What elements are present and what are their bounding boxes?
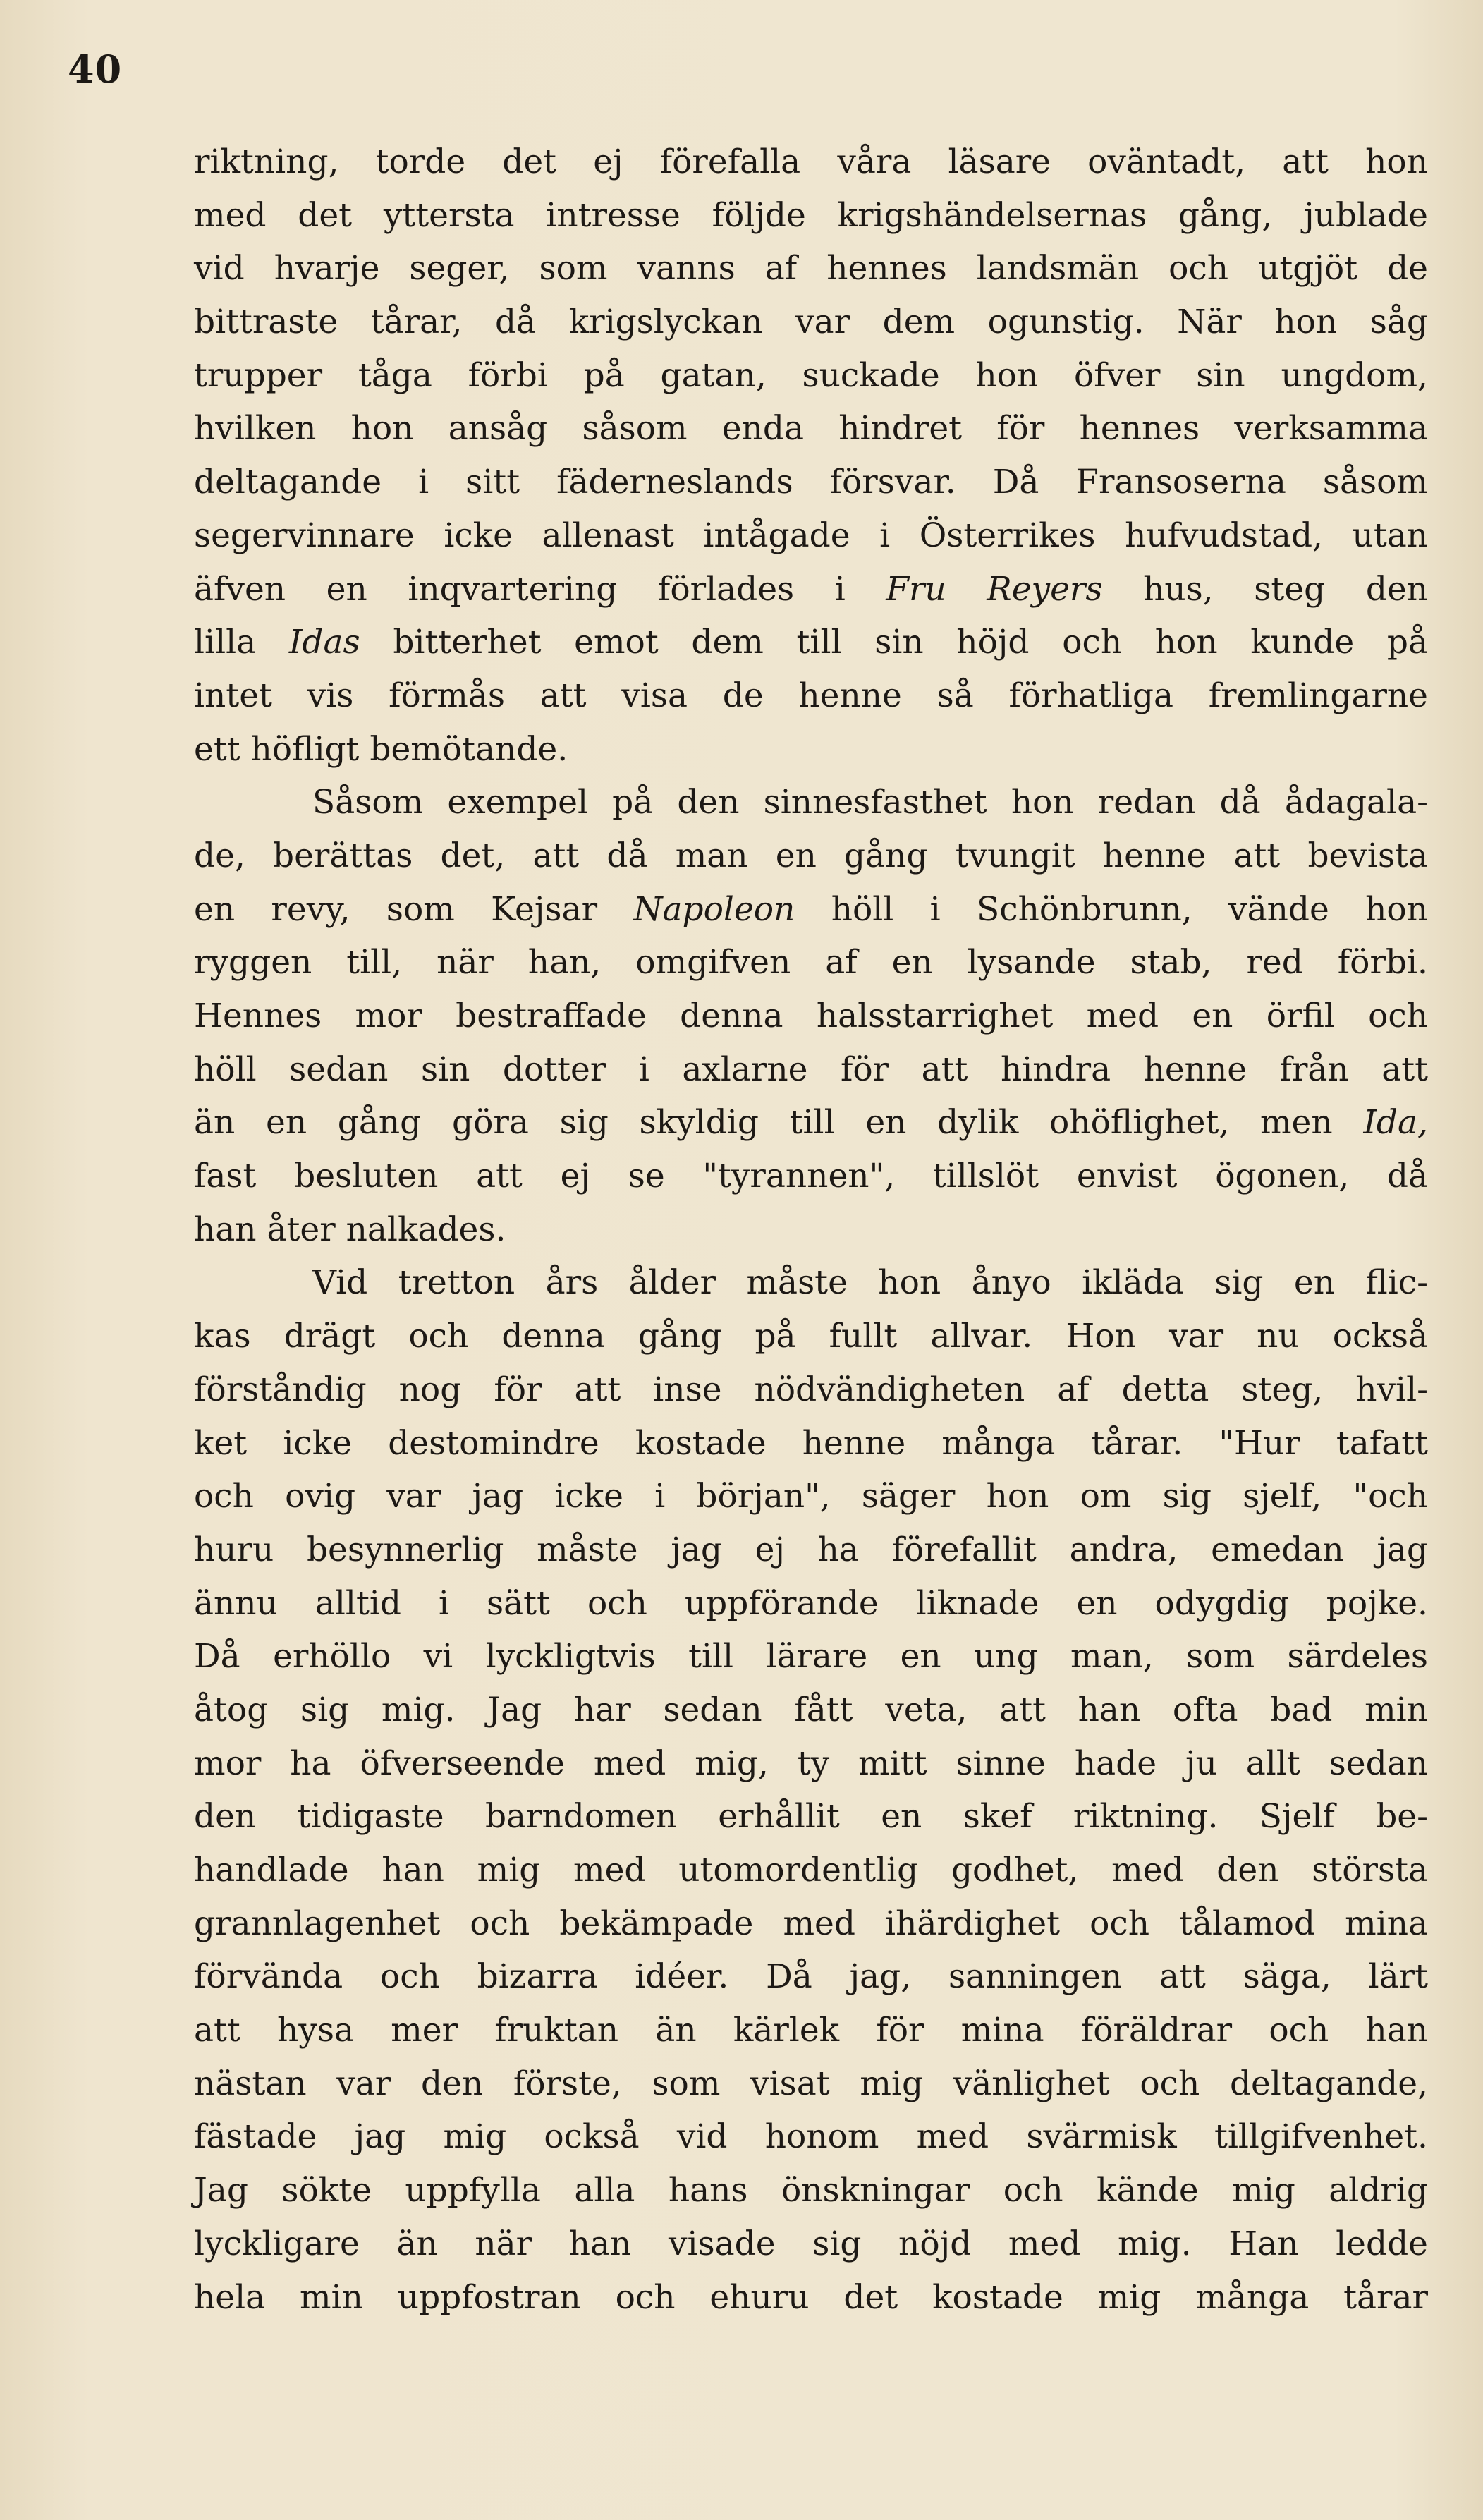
text-line: Vid tretton års ålder måste hon ånyo ikläda sig en flic- [312, 1263, 1428, 1303]
italic-name: Idas [288, 623, 360, 662]
text-line: fästade jag mig också vid honom med svärmisk tillgifvenhet. [194, 2117, 1428, 2157]
text-line [194, 563, 1428, 616]
text-line: huru besynnerlig måste jag ej ha förefallit andra, emedan jag [194, 1530, 1428, 1569]
text-line: och ovig var jag icke i början", säger hon om sig sjelf, "och [194, 1477, 1428, 1516]
text-line: fast besluten att ej se "tyrannen", tillslöt envist ögonen, då [194, 1157, 1428, 1196]
text-segment: än en gång göra sig skyldig till en dylik ohöflighet, men [194, 1103, 1333, 1143]
text-line: grannlagenhet och bekämpade med ihärdighet och tålamod mina [194, 1904, 1428, 1943]
text-line: segervinnare icke allenast intågade i Österrikes hufvudstad, utan [194, 516, 1428, 555]
text-segment: hus, steg den [1143, 569, 1428, 609]
text-line: ett höfligt bemötande. [194, 729, 568, 769]
body-text [194, 135, 1428, 2324]
text-line: med det yttersta intresse följde krigshändelsernas gång, jublade [194, 195, 1428, 235]
text-segment: lilla [194, 623, 257, 662]
text-line: hvilken hon ansåg såsom enda hindret för hennes verksamma [194, 409, 1428, 449]
text-line: hela min uppfostran och ehuru det kostade mig många tårar [194, 2277, 1428, 2317]
text-segment: bitterhet emot dem till sin höjd och hon kunde på [393, 623, 1428, 662]
italic-name: Fru Reyers [886, 569, 1103, 609]
text-line: intet vis förmås att visa de henne så förhatliga fremlingarne [194, 676, 1428, 715]
text-line: åtog sig mig. Jag har sedan fått veta, att han ofta bad min [194, 1690, 1428, 1729]
text-line: att hysa mer fruktan än kärlek för mina föräldrar och han [194, 2011, 1428, 2050]
text-line: ket icke destomindre kostade henne många tårar. "Hur tafatt [194, 1423, 1428, 1463]
text-line: handlade han mig med utomordentlig godhet, med den största [194, 1851, 1428, 1889]
text-line: ryggen till, när han, omgifven af en lysande stab, red förbi. [194, 943, 1428, 982]
text-line: de, berättas det, att då man en gång tvungit henne att bevista [194, 836, 1428, 875]
text-line [194, 616, 1428, 669]
text-line: vid hvarje seger, som vanns af hennes landsmän och utgjöt de [194, 249, 1428, 288]
text-line: förståndig nog för att inse nödvändigheten af detta steg, hvil- [194, 1370, 1428, 1409]
text-line: han åter nalkades. [194, 1210, 506, 1249]
text-line: bittraste tårar, då krigslyckan var dem ogunstig. När hon såg [194, 303, 1428, 342]
text-line: den tidigaste barndomen erhållit en skef riktning. Sjelf be- [194, 1797, 1428, 1837]
text-line: mor ha öfverseende med mig, ty mitt sinne hade ju allt sedan [194, 1743, 1428, 1783]
page-number: 40 [68, 47, 123, 92]
text-line: riktning, torde det ej förefalla våra läsare oväntadt, att hon [194, 142, 1428, 181]
italic-name: Napoleon [633, 889, 795, 929]
text-line: Jag sökte uppfylla alla hans önskningar och kände mig aldrig [194, 2171, 1428, 2210]
text-segment: en revy, som Kejsar [194, 889, 598, 929]
text-line: kas drägt och denna gång på fullt allvar. Hon var nu också [194, 1317, 1428, 1356]
text-line: Då erhöllo vi lyckligtvis till lärare en ung man, som särdeles [194, 1637, 1428, 1676]
text-line: lyckligare än när han visade sig nöjd med mig. Han ledde [194, 2224, 1428, 2263]
text-line: förvända och bizarra idéer. Då jag, sanningen att säga, lärt [194, 1957, 1428, 1997]
text-line: trupper tåga förbi på gatan, suckade hon öfver sin ungdom, [194, 355, 1428, 395]
text-line: höll sedan sin dotter i axlarne för att hindra henne från att [194, 1049, 1428, 1089]
text-line: deltagande i sitt fäderneslands försvar. Då Fransoserna såsom [194, 463, 1428, 502]
text-line: Hennes mor bestraffade denna halsstarrighet med en örfil och [194, 997, 1428, 1035]
text-segment: höll i Schönbrunn, vände hon [831, 889, 1428, 929]
text-line: Såsom exempel på den sinnesfasthet hon redan då ådagala- [312, 783, 1428, 822]
text-segment: äfven en inqvartering förlades i [194, 569, 846, 609]
text-line: nästan var den förste, som visat mig vänlighet och deltagande, [194, 2064, 1428, 2103]
text-line: ännu alltid i sätt och uppförande liknade en odygdig pojke. [194, 1583, 1428, 1623]
text-line [194, 1096, 1428, 1150]
text-line [194, 883, 1428, 937]
italic-name: Ida, [1363, 1103, 1428, 1143]
